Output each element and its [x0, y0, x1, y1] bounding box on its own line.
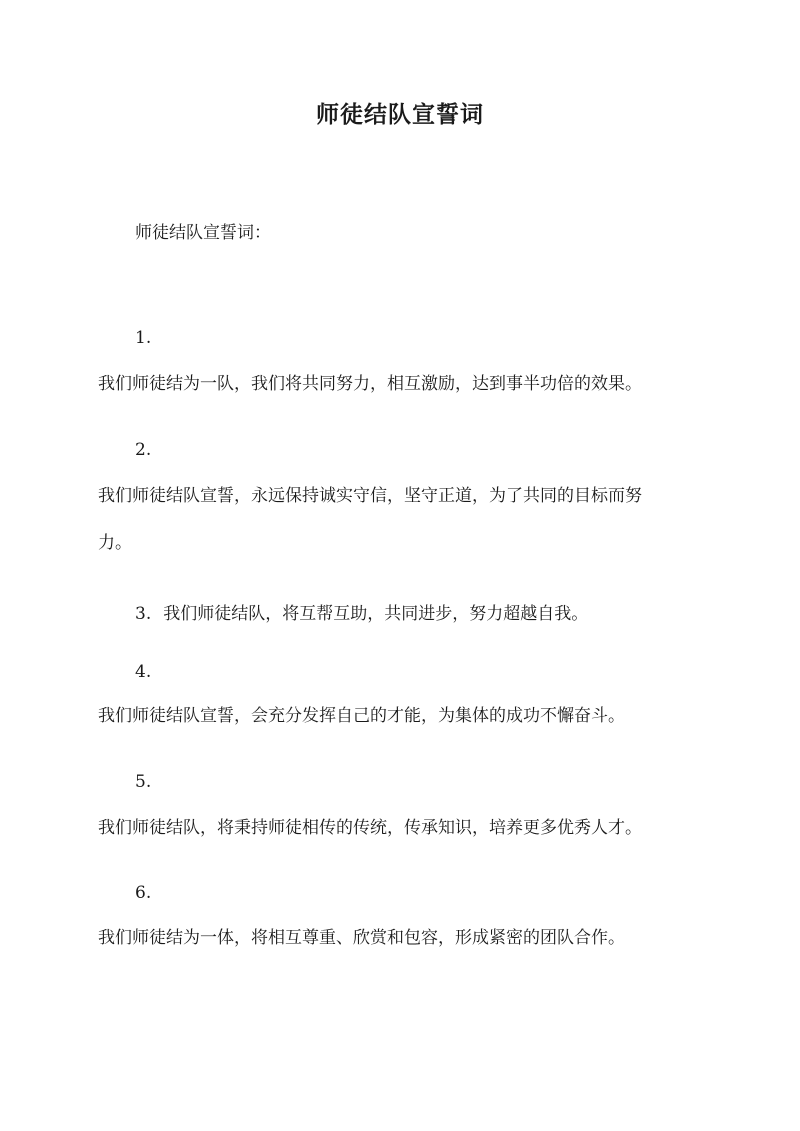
item-number: 2. [135, 440, 152, 460]
item-number: 4. [135, 662, 152, 682]
item-text: 我们师徒结为一体，将相互尊重、欣赏和包容，形成紧密的团队合作。 [98, 928, 625, 948]
item-number: 6. [135, 883, 152, 903]
item-number: 5. [135, 772, 152, 792]
item-text: 我们师徒结为一队，我们将共同努力，相互激励，达到事半功倍的效果。 [98, 374, 642, 394]
item-text: 我们师徒结队，将秉持师徒相传的传统，传承知识，培养更多优秀人才。 [98, 818, 642, 838]
document-title: 师徒结队宣誓词 [316, 101, 484, 128]
item-text-continued: 力。 [98, 533, 132, 553]
item-text: 我们师徒结队宣誓，会充分发挥自己的才能，为集体的成功不懈奋斗。 [98, 706, 625, 726]
list-item [135, 599, 588, 624]
item-number: 1. [135, 328, 152, 348]
item-text: 我们师徒结队宣誓，永远保持诚实守信，坚守正道，为了共同的目标而努 [98, 486, 642, 506]
item-number: 3. [135, 604, 152, 624]
intro-heading: 师徒结队宣誓词： [135, 223, 271, 243]
item-text: 我们师徒结队，将互帮互助，共同进步，努力超越自我。 [163, 604, 589, 624]
